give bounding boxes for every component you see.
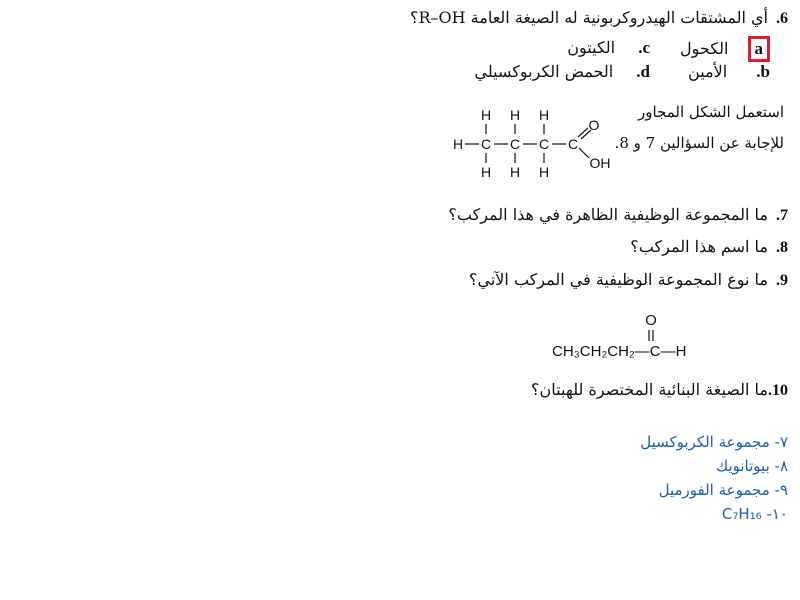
question-6 xyxy=(410,8,788,28)
option-letter: b. xyxy=(756,62,770,81)
bottom-h-1: H xyxy=(480,164,492,180)
bottom-h-2: H xyxy=(509,164,521,180)
top-h-1: H xyxy=(480,107,492,123)
answers-block xyxy=(640,430,788,526)
option-text: الكحول xyxy=(680,39,729,58)
question-number: 8. xyxy=(776,239,788,256)
figure-note-line2: للإجابة عن السؤالين 7 و 8. xyxy=(614,134,784,152)
answer-10: ١٠- C₇H₁₆ xyxy=(721,505,788,523)
question-text: أي المشتقات الهيدروكربونية له الصيغة العامة R–OH؟ xyxy=(409,8,768,27)
question-number: 10. xyxy=(768,382,788,399)
carbon-4: C xyxy=(567,136,579,152)
top-h-3: H xyxy=(538,107,550,123)
question-number: 9. xyxy=(776,272,788,289)
question-text: ما الصيغة البنائية المختصرة للهبتان؟ xyxy=(531,380,768,399)
option-b[interactable] xyxy=(688,62,770,82)
question-10 xyxy=(531,380,788,400)
question-9 xyxy=(469,270,788,290)
butanoic-acid-structure xyxy=(448,104,628,184)
option-letter: d. xyxy=(636,62,650,81)
left-h: H xyxy=(452,136,464,152)
carbon-3: C xyxy=(538,136,550,152)
carbon-1: C xyxy=(480,136,492,152)
option-c[interactable] xyxy=(567,38,650,58)
option-d[interactable] xyxy=(475,62,650,82)
option-a[interactable] xyxy=(680,36,770,62)
figure-note-line1: استعمل الشكل المجاور xyxy=(638,103,784,121)
option-text: الحمض الكربوكسيلي xyxy=(474,62,614,81)
aldehyde-chain: CH₃CH₂CH₂—C—H xyxy=(552,343,687,360)
question-text: ما اسم هذا المركب؟ xyxy=(630,237,768,256)
bottom-h-3: H xyxy=(538,164,550,180)
question-8 xyxy=(630,237,788,257)
question-text: ما المجموعة الوظيفية الظاهرة في هذا المركب؟ xyxy=(448,205,768,224)
answer-8: ٨- بيوتانويك xyxy=(715,457,788,475)
question-number: 6. xyxy=(776,10,788,27)
carbon-2: C xyxy=(509,136,521,152)
option-letter: a xyxy=(748,36,771,62)
answer-9: ٩- مجموعة الفورميل xyxy=(658,481,788,499)
carbonyl-oxygen: O xyxy=(588,117,600,133)
aldehyde-oxygen: O xyxy=(645,312,657,329)
hydroxyl-group: OH xyxy=(589,155,611,171)
top-h-2: H xyxy=(509,107,521,123)
question-number: 7. xyxy=(776,207,788,224)
option-letter: c. xyxy=(638,38,650,57)
question-text: ما نوع المجموعة الوظيفية في المركب الآتي؟ xyxy=(469,270,768,289)
option-text: الكيتون xyxy=(567,38,616,57)
answer-7: ٧- مجموعة الكربوكسيل xyxy=(640,433,788,451)
option-text: الأمين xyxy=(688,62,728,81)
butanal-structure xyxy=(548,308,708,364)
question-7 xyxy=(448,205,788,225)
